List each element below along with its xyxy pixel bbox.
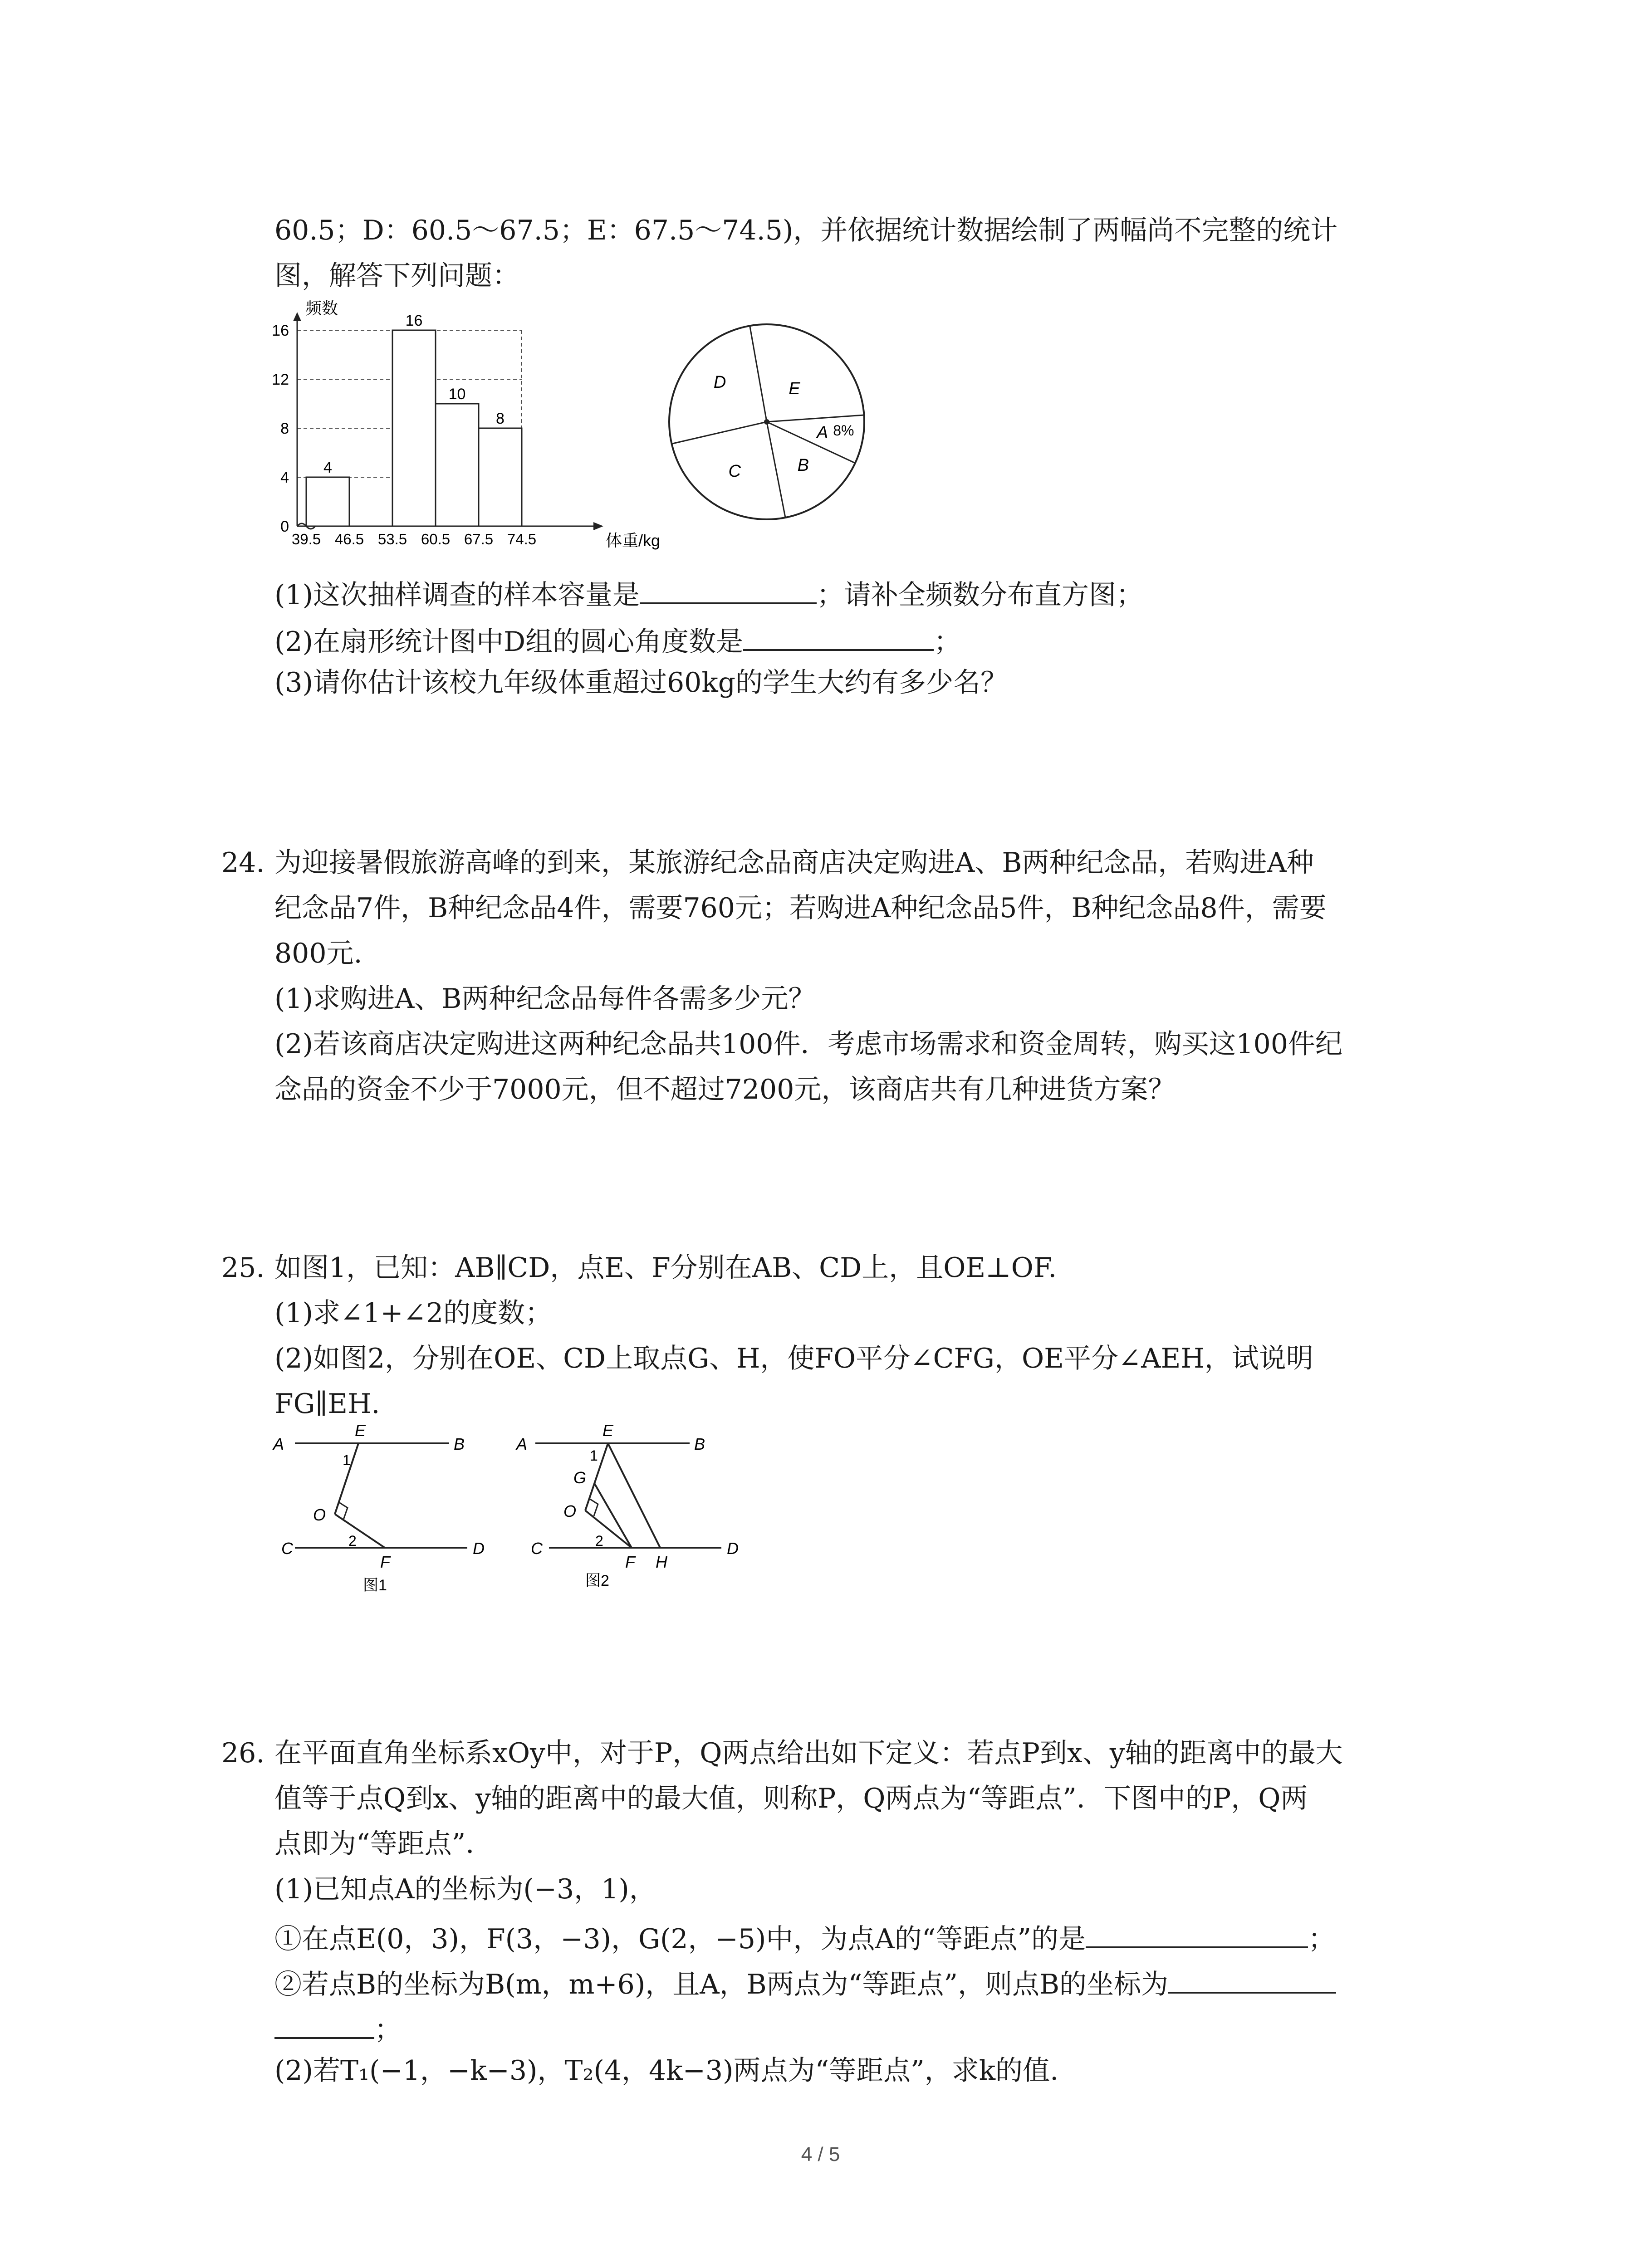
segment-EH — [608, 1443, 660, 1548]
label-O: O — [313, 1505, 326, 1524]
right-angle-mark — [589, 1499, 598, 1516]
figure-2-caption: 图2 — [585, 1572, 609, 1589]
slice-percent-label: 8% — [833, 422, 854, 439]
x-tick-label: 53.5 — [377, 531, 407, 547]
q26-sub1b — [274, 1962, 1336, 2003]
q26-sub1b-text: ②若点B的坐标为B(m，m+6)，且A，B两点为“等距点”，则点B的坐标为 — [274, 1969, 1169, 2000]
q25-sub2-line2: FG∥EH. — [274, 1388, 380, 1420]
q23-sub1-text-after: ；请补全频数分布直方图； — [817, 579, 1143, 611]
q23-intro-line1: 60.5；D：60.5～67.5；E：67.5～74.5)，并依据统计数据绘制了两幅尚不完整的统计 — [274, 215, 1338, 246]
figure-1-caption: 图1 — [363, 1577, 387, 1594]
bar-value-label: 10 — [448, 386, 466, 403]
q24-number: 24. — [221, 847, 265, 879]
segment-OF — [335, 1514, 385, 1548]
frequency-histogram — [254, 295, 662, 558]
bar — [306, 477, 349, 526]
bar-value-label: 8 — [496, 410, 505, 427]
histogram-plot — [272, 299, 660, 550]
label-D: D — [473, 1539, 485, 1558]
label-C: C — [281, 1539, 293, 1558]
pie-plot — [669, 324, 864, 519]
bar — [436, 404, 479, 526]
q26-sub1a — [274, 1916, 1335, 1957]
q26-sub1: (1)已知点A的坐标为(−3，1)， — [274, 1873, 656, 1905]
q25-line1: 如图1，已知：AB∥CD，点E、F分别在AB、CD上，且OE⊥OF. — [274, 1252, 1057, 1284]
y-tick-label: 12 — [272, 371, 289, 388]
bar-value-label: 16 — [405, 312, 423, 329]
q26-sub1b-answer-blank-cont[interactable] — [274, 2007, 374, 2039]
q26-sub1b-text-after: ； — [374, 2014, 402, 2046]
y-axis-label: 频数 — [305, 299, 338, 318]
x-axis-label: 体重/kg — [606, 531, 661, 550]
geometry-figure-2 — [513, 1420, 749, 1601]
x-tick-label: 74.5 — [507, 531, 537, 547]
q26-sub2: (2)若T₁(−1，−k−3)，T₂(4，4k−3)两点为“等距点”，求k的值. — [274, 2055, 1059, 2087]
label-D: D — [727, 1539, 739, 1558]
x-axis-arrow — [593, 522, 603, 530]
slice-label: A — [817, 423, 828, 442]
q23-sub3: (3)请你估计该校九年级体重超过60kg的学生大约有多少名？ — [274, 667, 1008, 699]
label-H: H — [656, 1553, 667, 1571]
q23-sub2 — [274, 619, 961, 660]
x-tick-label: 67.5 — [464, 531, 494, 547]
pie-center — [764, 419, 769, 425]
slice-label: D — [713, 373, 726, 392]
label-2: 2 — [348, 1533, 357, 1549]
x-tick-label: 39.5 — [291, 531, 321, 547]
q26-sub1a-text: ①在点E(0，3)，F(3，−3)，G(2，−5)中，为点A的“等距点”的是 — [274, 1923, 1086, 1955]
q26-sub1b-cont — [274, 2007, 402, 2048]
slice-label: E — [789, 379, 800, 399]
q26-sub1a-text-after: ； — [1308, 1923, 1336, 1955]
q24-line1: 为迎接暑假旅游高峰的到来，某旅游纪念品商店决定购进A、B两种纪念品，若购进A种 — [274, 847, 1314, 879]
q26-line2: 值等于点Q到x、y轴的距离中的最大值，则称P，Q两点为“等距点”．下图中的P，Q两 — [274, 1783, 1308, 1814]
label-G: G — [573, 1468, 587, 1487]
q24-sub2-line1: (2)若该商店决定购进这两种纪念品共100件．考虑市场需求和资金周转，购买这100件纪 — [274, 1028, 1343, 1060]
q24-line2: 纪念品7件，B种纪念品4件，需要760元；若购进A种纪念品5件，B种纪念品8件，需要 — [274, 892, 1327, 924]
q26-line3: 点即为“等距点”． — [274, 1828, 493, 1860]
q23-sub2-text: (2)在扇形统计图中D组的圆心角度数是 — [274, 626, 744, 658]
q24-line3: 800元. — [274, 938, 362, 969]
q23-sub2-answer-blank[interactable] — [743, 619, 934, 651]
q24-sub2-line2: 念品的资金不少于7000元，但不超过7200元，该商店共有几种进货方案？ — [274, 1074, 1176, 1105]
bar — [392, 330, 436, 526]
q24-sub1: (1)求购进A、B两种纪念品每件各需多少元？ — [274, 983, 816, 1015]
pie-chart — [658, 313, 876, 531]
slice-label: B — [797, 455, 809, 475]
label-E: E — [355, 1421, 366, 1440]
q25-sub2-line1: (2)如图2，分别在OE、CD上取点G、H，使FO平分∠CFG，OE平分∠AEH，试说明 — [274, 1343, 1313, 1374]
label-1: 1 — [343, 1452, 351, 1468]
label-B: B — [694, 1435, 705, 1453]
label-1: 1 — [590, 1447, 598, 1464]
q23-sub1 — [274, 572, 1143, 613]
y-tick-label: 0 — [280, 518, 289, 535]
geometry-figure-1 — [268, 1420, 504, 1601]
label-A: A — [273, 1435, 284, 1453]
q23-sub1-text: (1)这次抽样调查的样本容量是 — [274, 579, 640, 611]
x-tick-label: 46.5 — [334, 531, 364, 547]
bar — [479, 428, 522, 526]
y-tick-label: 8 — [280, 420, 289, 437]
label-A: A — [516, 1435, 528, 1453]
y-tick-label: 16 — [272, 322, 289, 339]
q26-sub1b-answer-blank[interactable] — [1168, 1962, 1336, 1994]
y-tick-label: 4 — [280, 469, 289, 486]
x-tick-label: 60.5 — [421, 531, 451, 547]
q25-number: 25. — [221, 1252, 265, 1284]
label-C: C — [531, 1539, 543, 1558]
label-B: B — [454, 1435, 465, 1453]
q25-sub1: (1)求∠1+∠2的度数； — [274, 1297, 553, 1329]
q23-sub1-answer-blank[interactable] — [640, 572, 817, 604]
bar-value-label: 4 — [323, 459, 332, 476]
q23-intro-line2: 图，解答下列问题： — [274, 260, 519, 292]
q23-sub2-text-after: ； — [934, 626, 961, 658]
label-F: F — [625, 1553, 635, 1571]
slice-label: C — [728, 462, 741, 481]
label-2: 2 — [595, 1533, 603, 1549]
q26-sub1a-answer-blank[interactable] — [1086, 1916, 1308, 1948]
y-axis-arrow — [293, 312, 301, 321]
label-E: E — [603, 1421, 614, 1440]
label-O: O — [563, 1502, 577, 1520]
segment-OF — [585, 1510, 632, 1548]
page-number: 4 / 5 — [801, 2143, 840, 2165]
q26-number: 26. — [221, 1737, 265, 1769]
label-F: F — [380, 1553, 390, 1571]
q26-line1: 在平面直角坐标系xOy中，对于P，Q两点给出如下定义：若点P到x、y轴的距离中的最大 — [274, 1737, 1343, 1769]
